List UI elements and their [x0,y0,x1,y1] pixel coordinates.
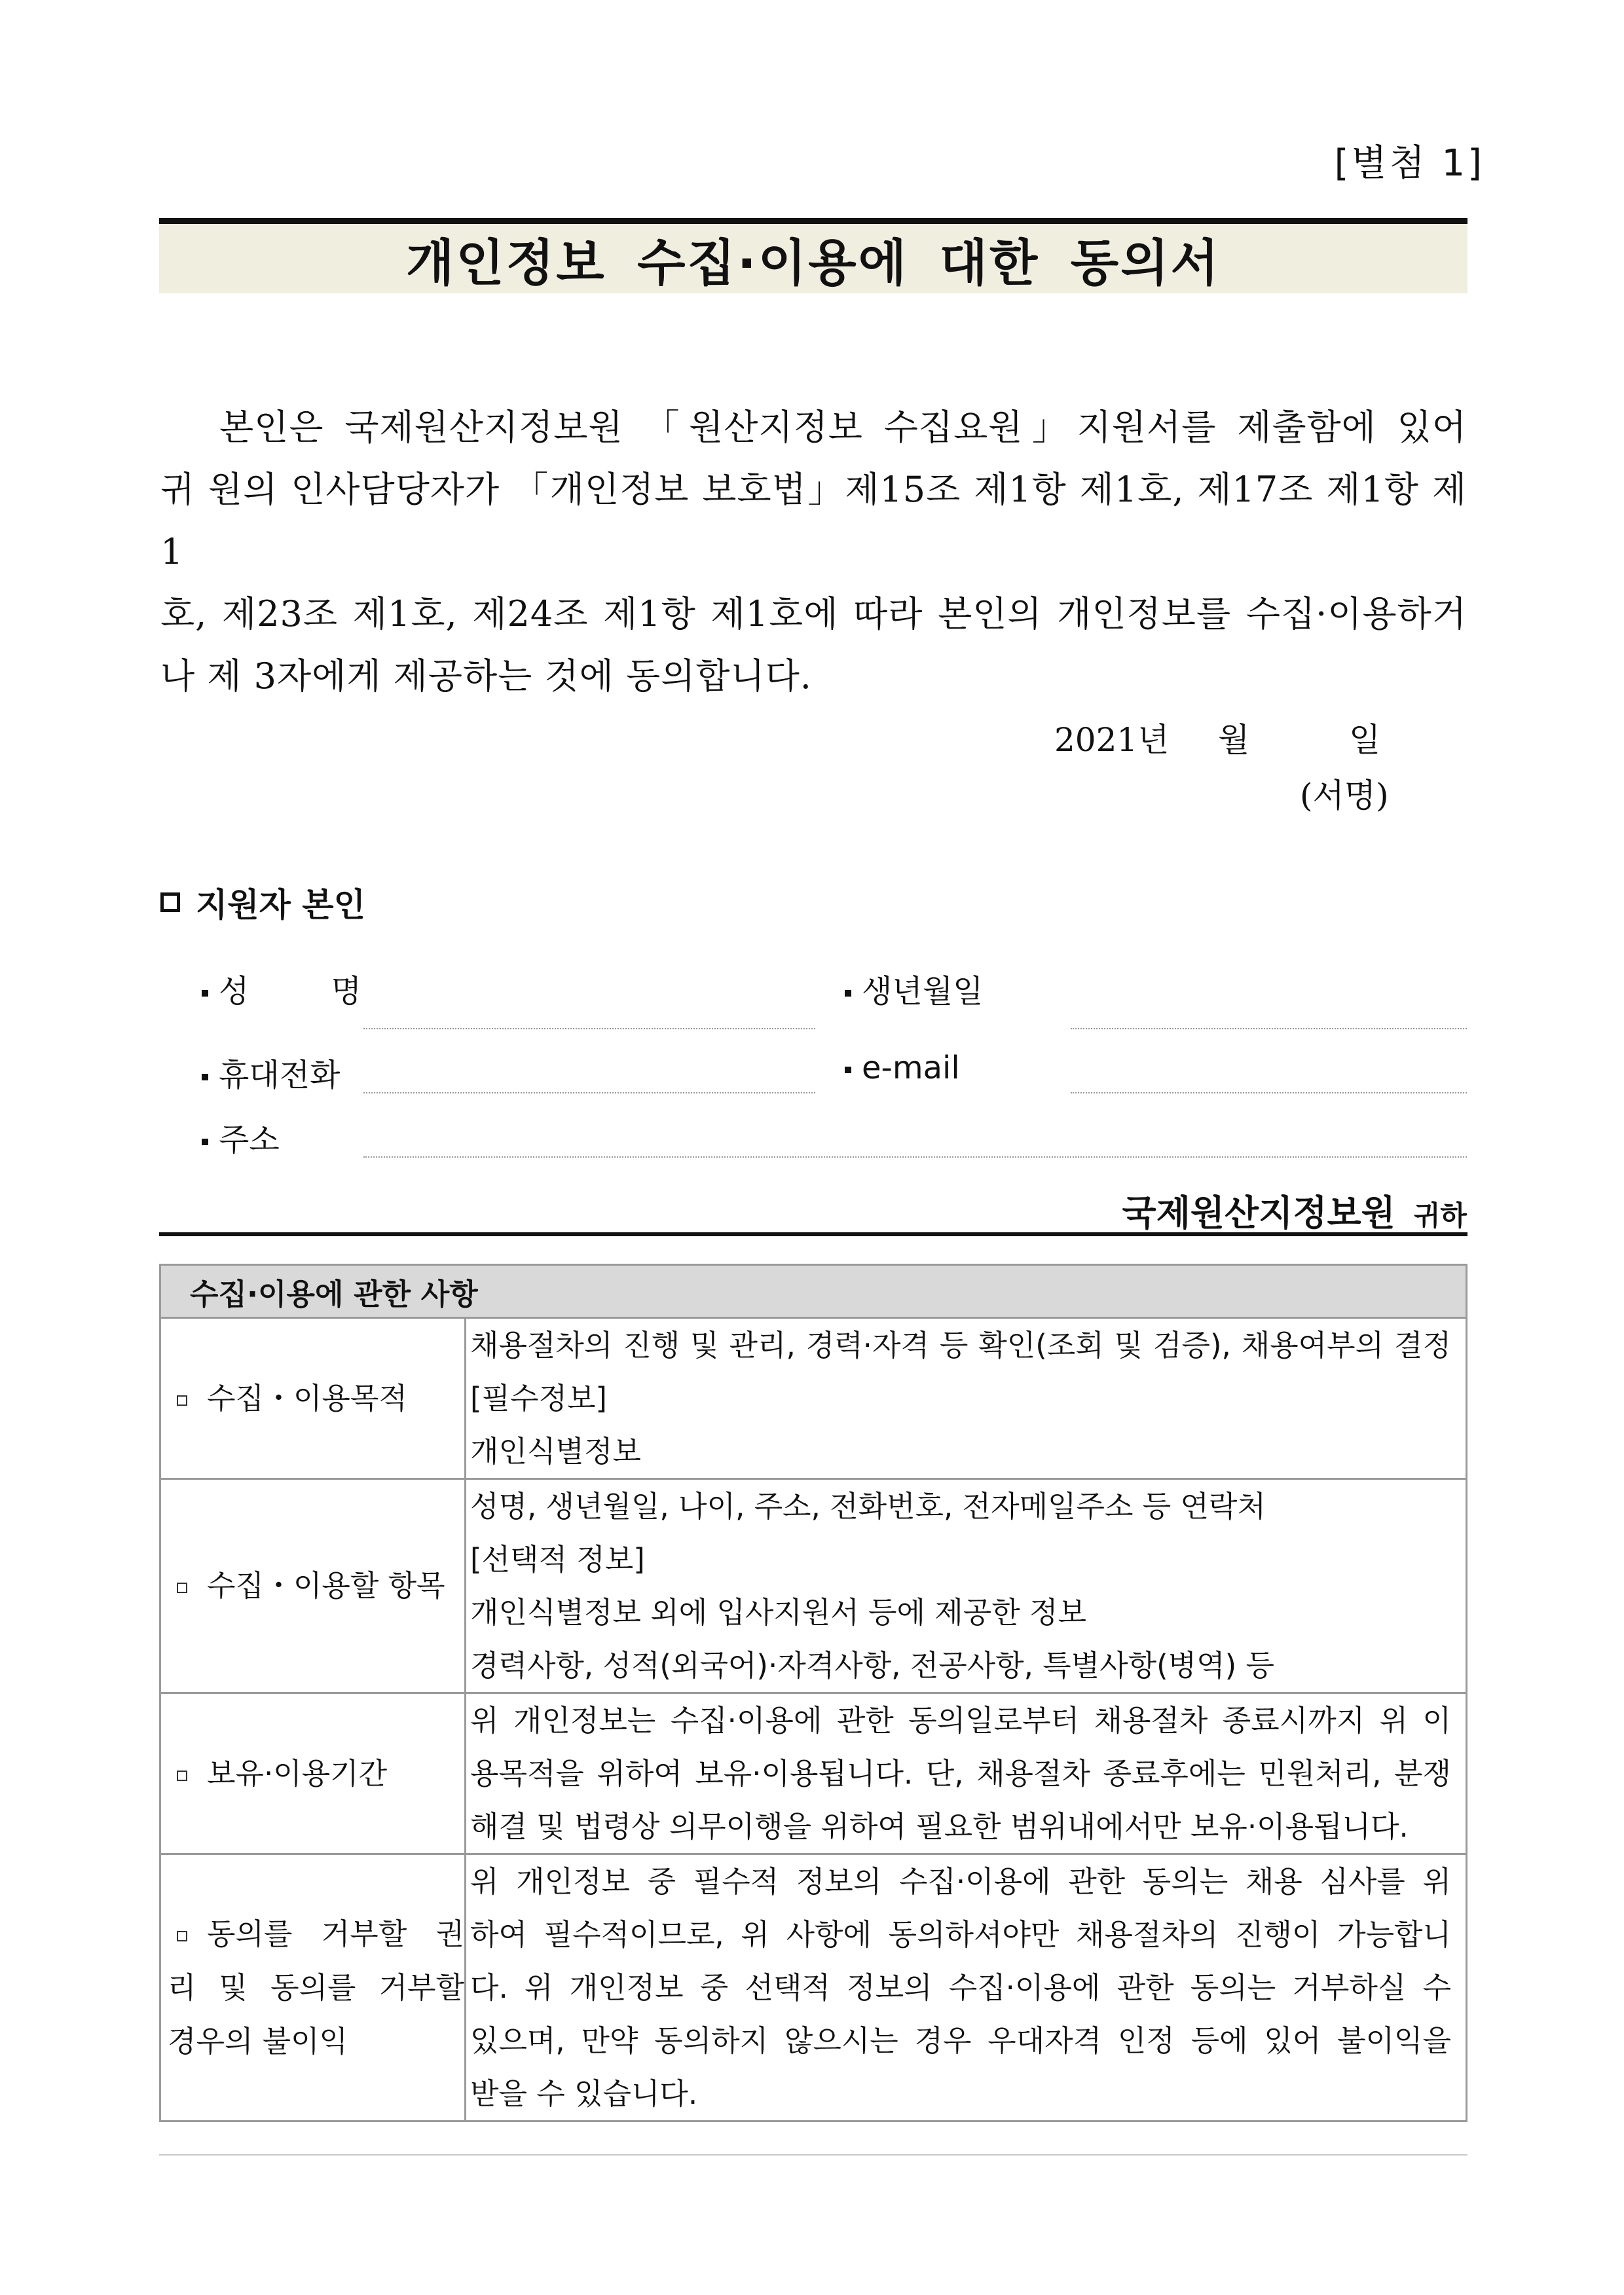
content-line: [필수정보] [470,1381,607,1416]
paragraph-line: 나 제 3자에게 제공하는 것에 동의합니다. [160,655,812,697]
recipient [1122,1185,1467,1236]
bullet-icon [202,1139,208,1145]
content-line: 개인식별정보 [470,1434,641,1469]
name-field[interactable] [363,1028,815,1029]
email-field[interactable] [1071,1092,1467,1093]
row-content [466,1479,1467,1693]
row-label: 수집・이용할 항목 [160,1479,466,1693]
date-month: 월 [1218,721,1250,759]
square-bullet-icon [177,1395,187,1406]
date-year: 2021년 [1054,721,1170,759]
document-title: 개인정보 수집·이용에 대한 동의서 [405,233,1221,292]
title-banner [159,218,1467,293]
content-line: 경력사항, 성적(외국어)·자격사항, 전공사항, 특별사항(병역) 등 [470,1648,1274,1683]
content-line: 개인식별정보 외에 입사지원서 등에 제공한 정보 [470,1595,1086,1630]
paragraph-line: 귀 원의 인사담당자가 「개인정보 보호법」제15조 제1항 제1호, 제17조 제1항 제1 [160,469,1467,572]
row-content [466,1693,1467,1854]
divider [159,1232,1467,1236]
birth-field[interactable] [1071,1028,1467,1029]
square-bullet-icon [177,1771,187,1781]
content-line: 해결 및 법령상 의무이행을 위하여 필요한 범위내에서만 보유·이용됩니다. [470,1809,1409,1844]
paragraph-line: 본인은 국제원산지정보원 「원산지정보 수집요원」지원서를 제출함에 있어 [219,407,1467,448]
bullet-icon [845,1067,851,1073]
attachment-label: [별첨 1] [1334,142,1485,185]
date-day: 일 [1349,721,1381,759]
row-content [466,1854,1467,2121]
square-bullet-icon [177,1931,187,1941]
row-label: 보유·이용기간 [160,1693,466,1854]
content-line: 위 개인정보 중 필수적 정보의 수집·이용에 관한 동의는 채용 심사를 위 [470,1864,1451,1899]
table-header: 수집·이용에 관한 사항 [160,1265,1467,1318]
table-header-row [160,1265,1467,1318]
name-label: 성 명 [202,966,361,1011]
checkbox-icon [160,892,180,912]
row-content [466,1318,1467,1479]
table-row [160,1318,1467,1479]
content-line: 받을 수 있습니다. [470,2076,698,2111]
content-line: 위 개인정보는 수집·이용에 관한 동의일로부터 채용절차 종료시까지 위 이 [470,1703,1451,1738]
consent-paragraph [160,396,1467,707]
phone-field[interactable] [363,1092,815,1093]
phone-label: 휴대전화 [202,1050,340,1095]
content-line: [선택적 정보] [470,1542,645,1577]
recipient-suffix: 귀하 [1413,1200,1467,1232]
signature-label: (서명) [1300,777,1389,815]
row-label: 수집・이용목적 [160,1318,466,1479]
row-label: 동의를 거부할 권 리 및 동의를 거부할 경우의 불이익 [160,1854,466,2121]
paragraph-line: 호, 제23조 제1호, 제24조 제1항 제1호에 따라 본인의 개인정보를 수집·이용하거 [160,593,1467,634]
content-line: 다. 위 개인정보 중 선택적 정보의 수집·이용에 관한 동의는 거부하실 수 [470,1970,1451,2005]
recipient-org: 국제원산지정보원 [1122,1192,1395,1234]
email-label: e-mail [845,1050,960,1086]
bullet-icon [845,990,851,997]
applicant-section-heading [160,879,365,926]
content-line: 있으며, 만약 동의하지 않으시는 경우 우대자격 인정 등에 있어 불이익을 [470,2023,1451,2058]
table-row [160,1693,1467,1854]
birth-label: 생년월일 [845,966,983,1011]
applicant-heading-text: 지원자 본인 [196,886,365,924]
table-row [160,1479,1467,1693]
content-line: 하여 필수적이므로, 위 사항에 동의하셔야만 채용절차의 진행이 가능합니 [470,1917,1451,1952]
content-line: 채용절차의 진행 및 관리, 경력·자격 등 확인(조회 및 검증), 채용여부의 결정 [470,1328,1451,1363]
content-line: 성명, 생년월일, 나이, 주소, 전화번호, 전자메일주소 등 연락처 [470,1489,1266,1524]
square-bullet-icon [177,1583,187,1593]
footer-divider [159,2154,1467,2156]
address-field[interactable] [363,1156,1467,1158]
table-row [160,1854,1467,2121]
bullet-icon [202,990,208,997]
address-label: 주소 [202,1114,280,1160]
bullet-icon [202,1074,208,1080]
consent-info-table [159,1264,1467,2122]
content-line: 용목적을 위하여 보유·이용됩니다. 단, 채용절차 종료후에는 민원처리, 분쟁 [470,1756,1451,1791]
